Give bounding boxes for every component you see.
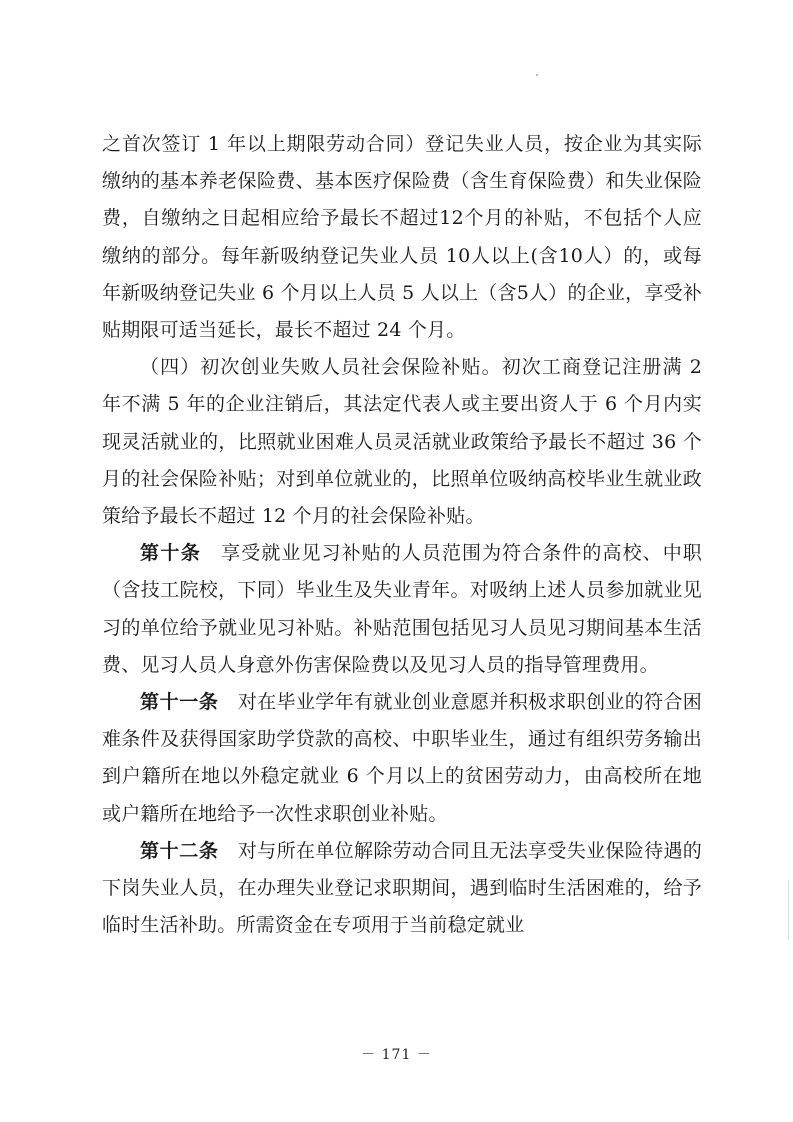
article-10 bbox=[102, 535, 702, 684]
scan-dot bbox=[536, 74, 538, 76]
article-11-text: 对在毕业学年有就业创业意愿并积极求职创业的符合困难条件及获得国家助学贷款的高校、中职毕业生，通过有组织劳务输出到户籍所在地以外稳定就业 6 个月以上的贫困劳动力，由高校所在地或户籍所在地给予一次性求职创业补贴。 bbox=[102, 691, 702, 825]
article-11 bbox=[102, 684, 702, 833]
scan-edge-mark bbox=[788, 880, 789, 940]
paragraph-1 bbox=[102, 126, 702, 349]
article-12-text: 对与所在单位解除劳动合同且无法享受失业保险待遇的下岗失业人员，在办理失业登记求职期间，遇到临时生活困难的，给予临时生活补助。所需资金在专项用于当前稳定就业 bbox=[102, 839, 702, 937]
page-number: － 171 － bbox=[361, 1047, 432, 1063]
body-text bbox=[102, 126, 702, 944]
article-10-heading: 第十条 bbox=[140, 542, 202, 565]
paragraph-2-text: （四）初次创业失败人员社会保险补贴。初次工商登记注册满 2 年不满 5 年的企业注销后，其法定代表人或主要出资人于 6 个月内实现灵活就业的，比照就业困难人员灵活就业政策给予最长不超过 36 个月的社会保险补贴；对到单位就业的，比照单位吸纳高校毕业生就业政策给予最长不超过 12 个月的社会保险补贴。 bbox=[102, 356, 702, 528]
article-12 bbox=[102, 833, 702, 945]
paragraph-1-text: 之首次签订 1 年以上期限劳动合同）登记失业人员，按企业为其实际缴纳的基本养老保险费、基本医疗保险费（含生育保险费）和失业保险费，自缴纳之日起相应给予最长不超过12个月的补贴，不包括个人应缴纳的部分。每年新吸纳登记失业人员 10人以上(含10人）的，或每年新吸纳登记失业 6 个月以上人员 5 人以上（含5人）的企业，享受补贴期限可适当延长，最长不超过 24 个月。 bbox=[102, 133, 702, 342]
article-12-heading: 第十二条 bbox=[140, 839, 219, 862]
article-10-text: 享受就业见习补贴的人员范围为符合条件的高校、中职（含技工院校，下同）毕业生及失业青年。对吸纳上述人员参加就业见习的单位给予就业见习补贴。补贴范围包括见习人员见习期间基本生活费、见习人员人身意外伤害保险费以及见习人员的指导管理费用。 bbox=[102, 542, 702, 676]
article-11-heading: 第十一条 bbox=[140, 691, 219, 714]
paragraph-2 bbox=[102, 349, 702, 535]
